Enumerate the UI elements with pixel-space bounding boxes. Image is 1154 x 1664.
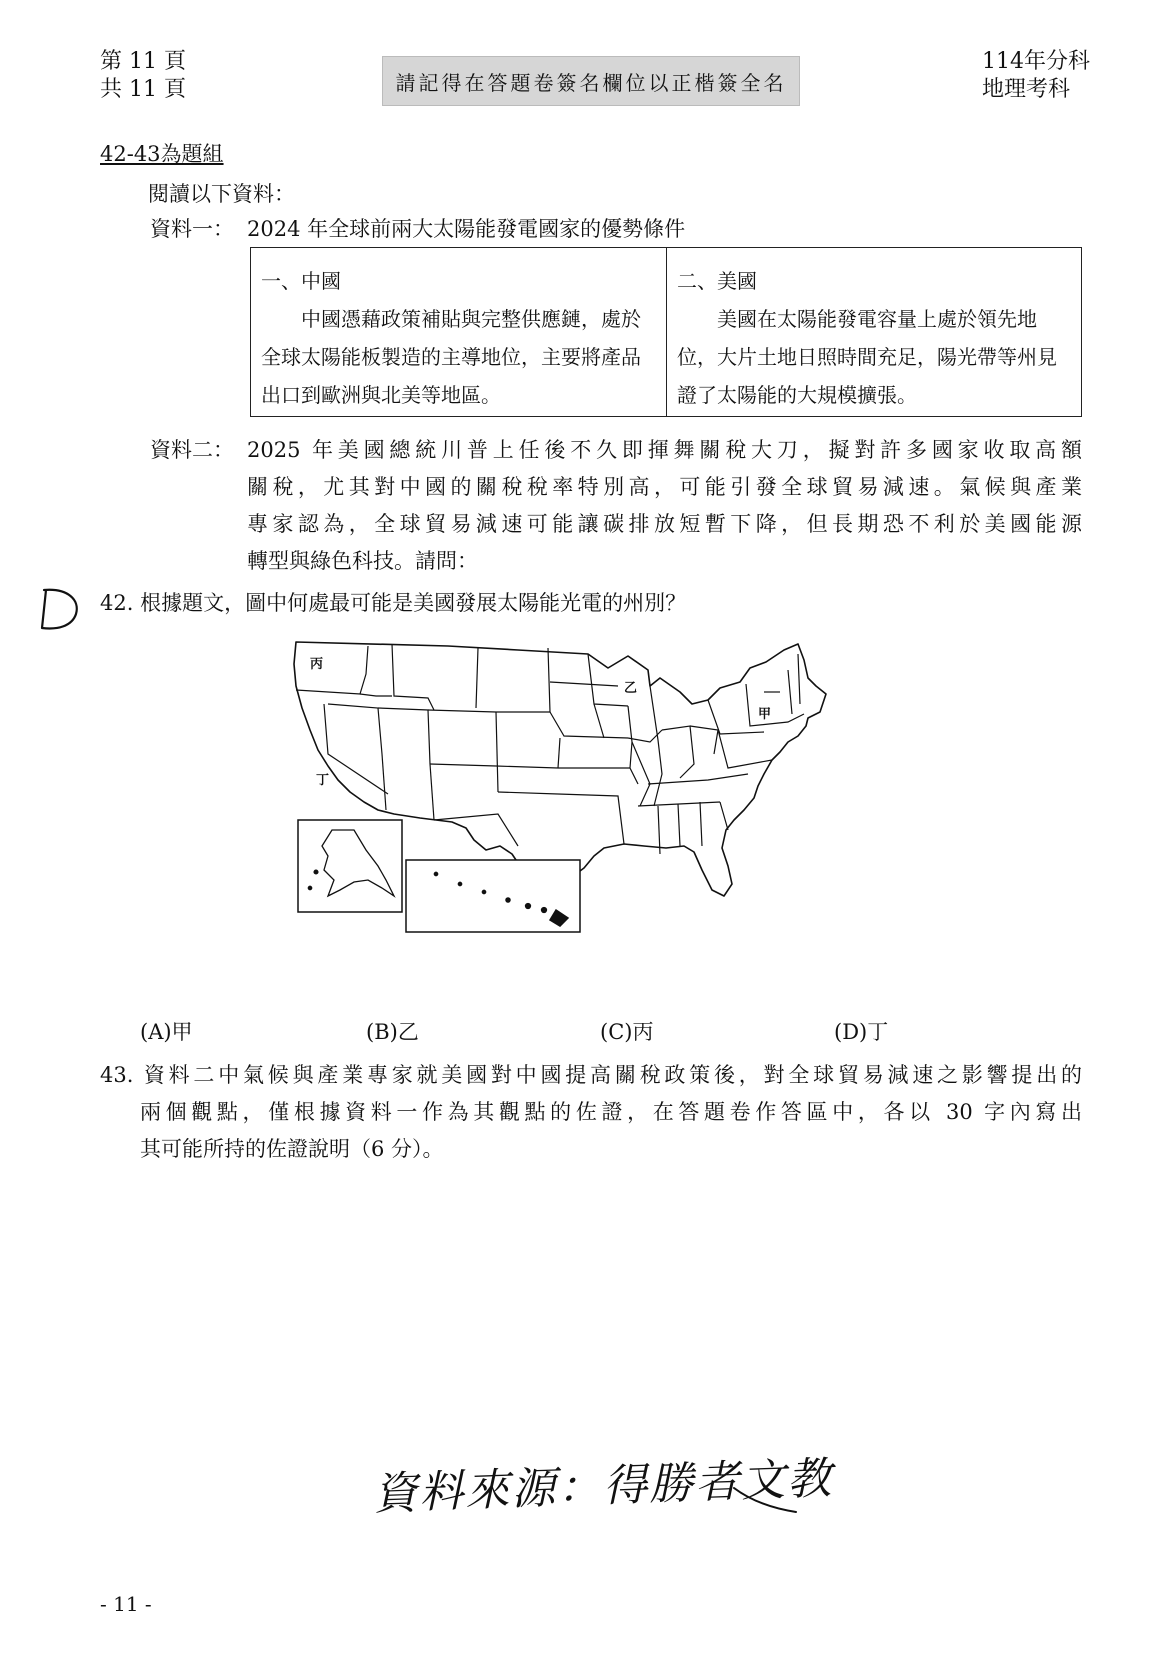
page-footer-number: - 11 - (100, 1592, 152, 1616)
map-label-ding: 丁 (316, 773, 330, 788)
q43-line: 43. 資料二中氣候與產業專家就美國對中國提高關稅政策後，對全球貿易減速之影響提出的 (100, 1063, 1082, 1087)
info1-title: 2024 年全球前兩大太陽能發電國家的優勢條件 (247, 217, 686, 241)
reading-intro: 閱讀以下資料： (148, 182, 295, 206)
china-description: 中國憑藉政策補貼與完整供應鏈，處於全球太陽能板製造的主導地位，主要將產品出口到歐洲與北美等地區。 (261, 307, 641, 407)
table-cell-china (251, 248, 666, 416)
map-label-jia: 甲 (758, 707, 772, 722)
q42-option-d[interactable]: (D)丁 (834, 1020, 889, 1044)
us-states-map (288, 634, 902, 1018)
usa-heading: 二、美國 (677, 269, 757, 293)
signature-reminder-banner: 請記得在答題卷簽名欄位以正楷簽全名 (382, 56, 800, 106)
exam-subject: 地理考科 (982, 77, 1071, 102)
question-group-title: 42-43為題組 (100, 142, 224, 166)
q42-stem: 42. 根據題文，圖中何處最可能是美國發展太陽能光電的州別？ (100, 591, 687, 615)
china-heading: 一、中國 (261, 269, 341, 293)
info1-table (250, 247, 1082, 417)
signature-flourish-icon (730, 1478, 800, 1518)
q42-option-b[interactable]: (B)乙 (366, 1020, 419, 1044)
info2-line: 2025 年美國總統川普上任後不久即揮舞關稅大刀，擬對許多國家收取高額 (247, 438, 1082, 462)
page-total: 共 11 頁 (100, 77, 186, 102)
handwritten-answer-mark (34, 584, 84, 638)
q42-option-c[interactable]: (C)丙 (600, 1020, 654, 1044)
info2-line: 關稅，尤其對中國的關稅稅率特別高，可能引發全球貿易減速。氣候與產業 (247, 475, 1082, 499)
info2-label: 資料二： (150, 438, 234, 462)
us-map-svg (288, 634, 902, 1014)
exam-year: 114年分科 (982, 49, 1090, 74)
handwritten-d-icon (34, 584, 84, 634)
hawaii-inset (406, 860, 580, 932)
alaska-inset (298, 820, 402, 912)
handwritten-source-note: 資料來源：得勝者文教 (372, 1452, 834, 1521)
table-cell-usa (666, 248, 1081, 416)
q42-option-a[interactable]: (A)甲 (140, 1020, 193, 1044)
map-label-yi: 乙 (624, 681, 638, 696)
info2-line: 專家認為，全球貿易減速可能讓碳排放短暫下降，但長期恐不利於美國能源 (247, 512, 1082, 536)
q43-line: 其可能所持的佐證說明（6 分）。 (140, 1137, 444, 1161)
page-number: 第 11 頁 (100, 49, 186, 74)
info2-line: 轉型與綠色科技。請問： (247, 549, 478, 573)
usa-description: 美國在太陽能發電容量上處於領先地位，大片土地日照時間充足，陽光帶等州見證了太陽能的大規模擴張。 (677, 307, 1057, 407)
map-label-bing: 丙 (310, 657, 324, 672)
info1-label: 資料一： (150, 217, 234, 241)
q43-line: 兩個觀點，僅根據資料一作為其觀點的佐證，在答題卷作答區中，各以 30 字內寫出 (140, 1100, 1082, 1124)
